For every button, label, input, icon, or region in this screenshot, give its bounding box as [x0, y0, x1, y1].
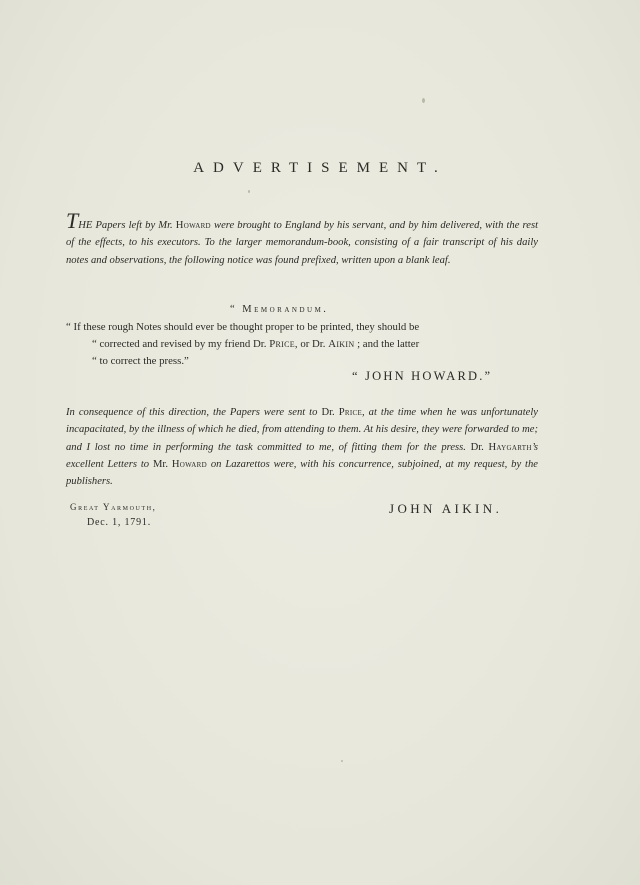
memorandum-name-aikin: Aikin	[328, 338, 355, 350]
memorandum-line-2-b: , or Dr.	[294, 338, 329, 350]
memorandum-line-1: “ If these rough Notes should ever be thought proper to be printed, they should be	[66, 321, 420, 333]
closing-mr: Mr.	[152, 458, 172, 470]
memorandum-line-2-a: “ corrected and revised by my friend Dr.	[92, 338, 270, 350]
closing-name-howard: Howard	[171, 458, 207, 470]
paper-speck	[422, 98, 425, 103]
paper-speck	[341, 760, 343, 762]
drop-cap: T	[66, 208, 79, 233]
closing-name-price: Price	[338, 407, 363, 418]
closing-text-2: , at the time when he was unfortunately incapacitated, by the illness of which he died, from attending to them. At his desire, they were forwarded to me; and I lost no time in performing the task committed to me, of fitting them for the press.	[66, 407, 539, 453]
closing-text-4: on Lazarettos were, with his concurrence, subjoined, at my request, by the publishers.	[66, 458, 538, 488]
memorandum-line-2-c: ; and the latter	[354, 338, 420, 350]
intro-text-2: were brought to England by his servant, and by him delivered, with the rest of the effects, to his executors. To the larger memorandum-book, consisting of a fair transcript of his daily notes and observations, the following notice was found prefixed, written upon a blank leaf.	[66, 220, 539, 266]
place-line: Great Yarmouth,	[70, 502, 157, 512]
intro-name-howard: Howard	[175, 220, 211, 231]
closing-name-haygarth: Haygarth	[488, 441, 532, 453]
date-line: Dec. 1, 1791.	[87, 517, 151, 528]
aikin-signature: JOHN AIKIN.	[389, 501, 503, 516]
paper-speck	[248, 190, 250, 193]
page-title: ADVERTISEMENT.	[193, 160, 447, 176]
memorandum-line-3: “ to correct the press.”	[92, 355, 189, 367]
closing-dr-1: Dr.	[321, 407, 339, 418]
intro-text-1: HE Papers left by Mr.	[78, 220, 176, 231]
closing-paragraph	[66, 404, 538, 490]
memorandum-line-2	[92, 336, 419, 353]
howard-signature: “ JOHN HOWARD.”	[352, 369, 493, 383]
intro-paragraph	[66, 208, 539, 269]
closing-dr-2: Dr.	[470, 441, 489, 453]
memorandum-heading: “ Memorandum.	[230, 304, 329, 315]
closing-text-3: ’s excellent Letters to	[66, 441, 538, 470]
closing-text-1: In consequence of this direction, the Papers were sent to	[66, 407, 322, 418]
memorandum-name-price: Price	[269, 338, 295, 350]
